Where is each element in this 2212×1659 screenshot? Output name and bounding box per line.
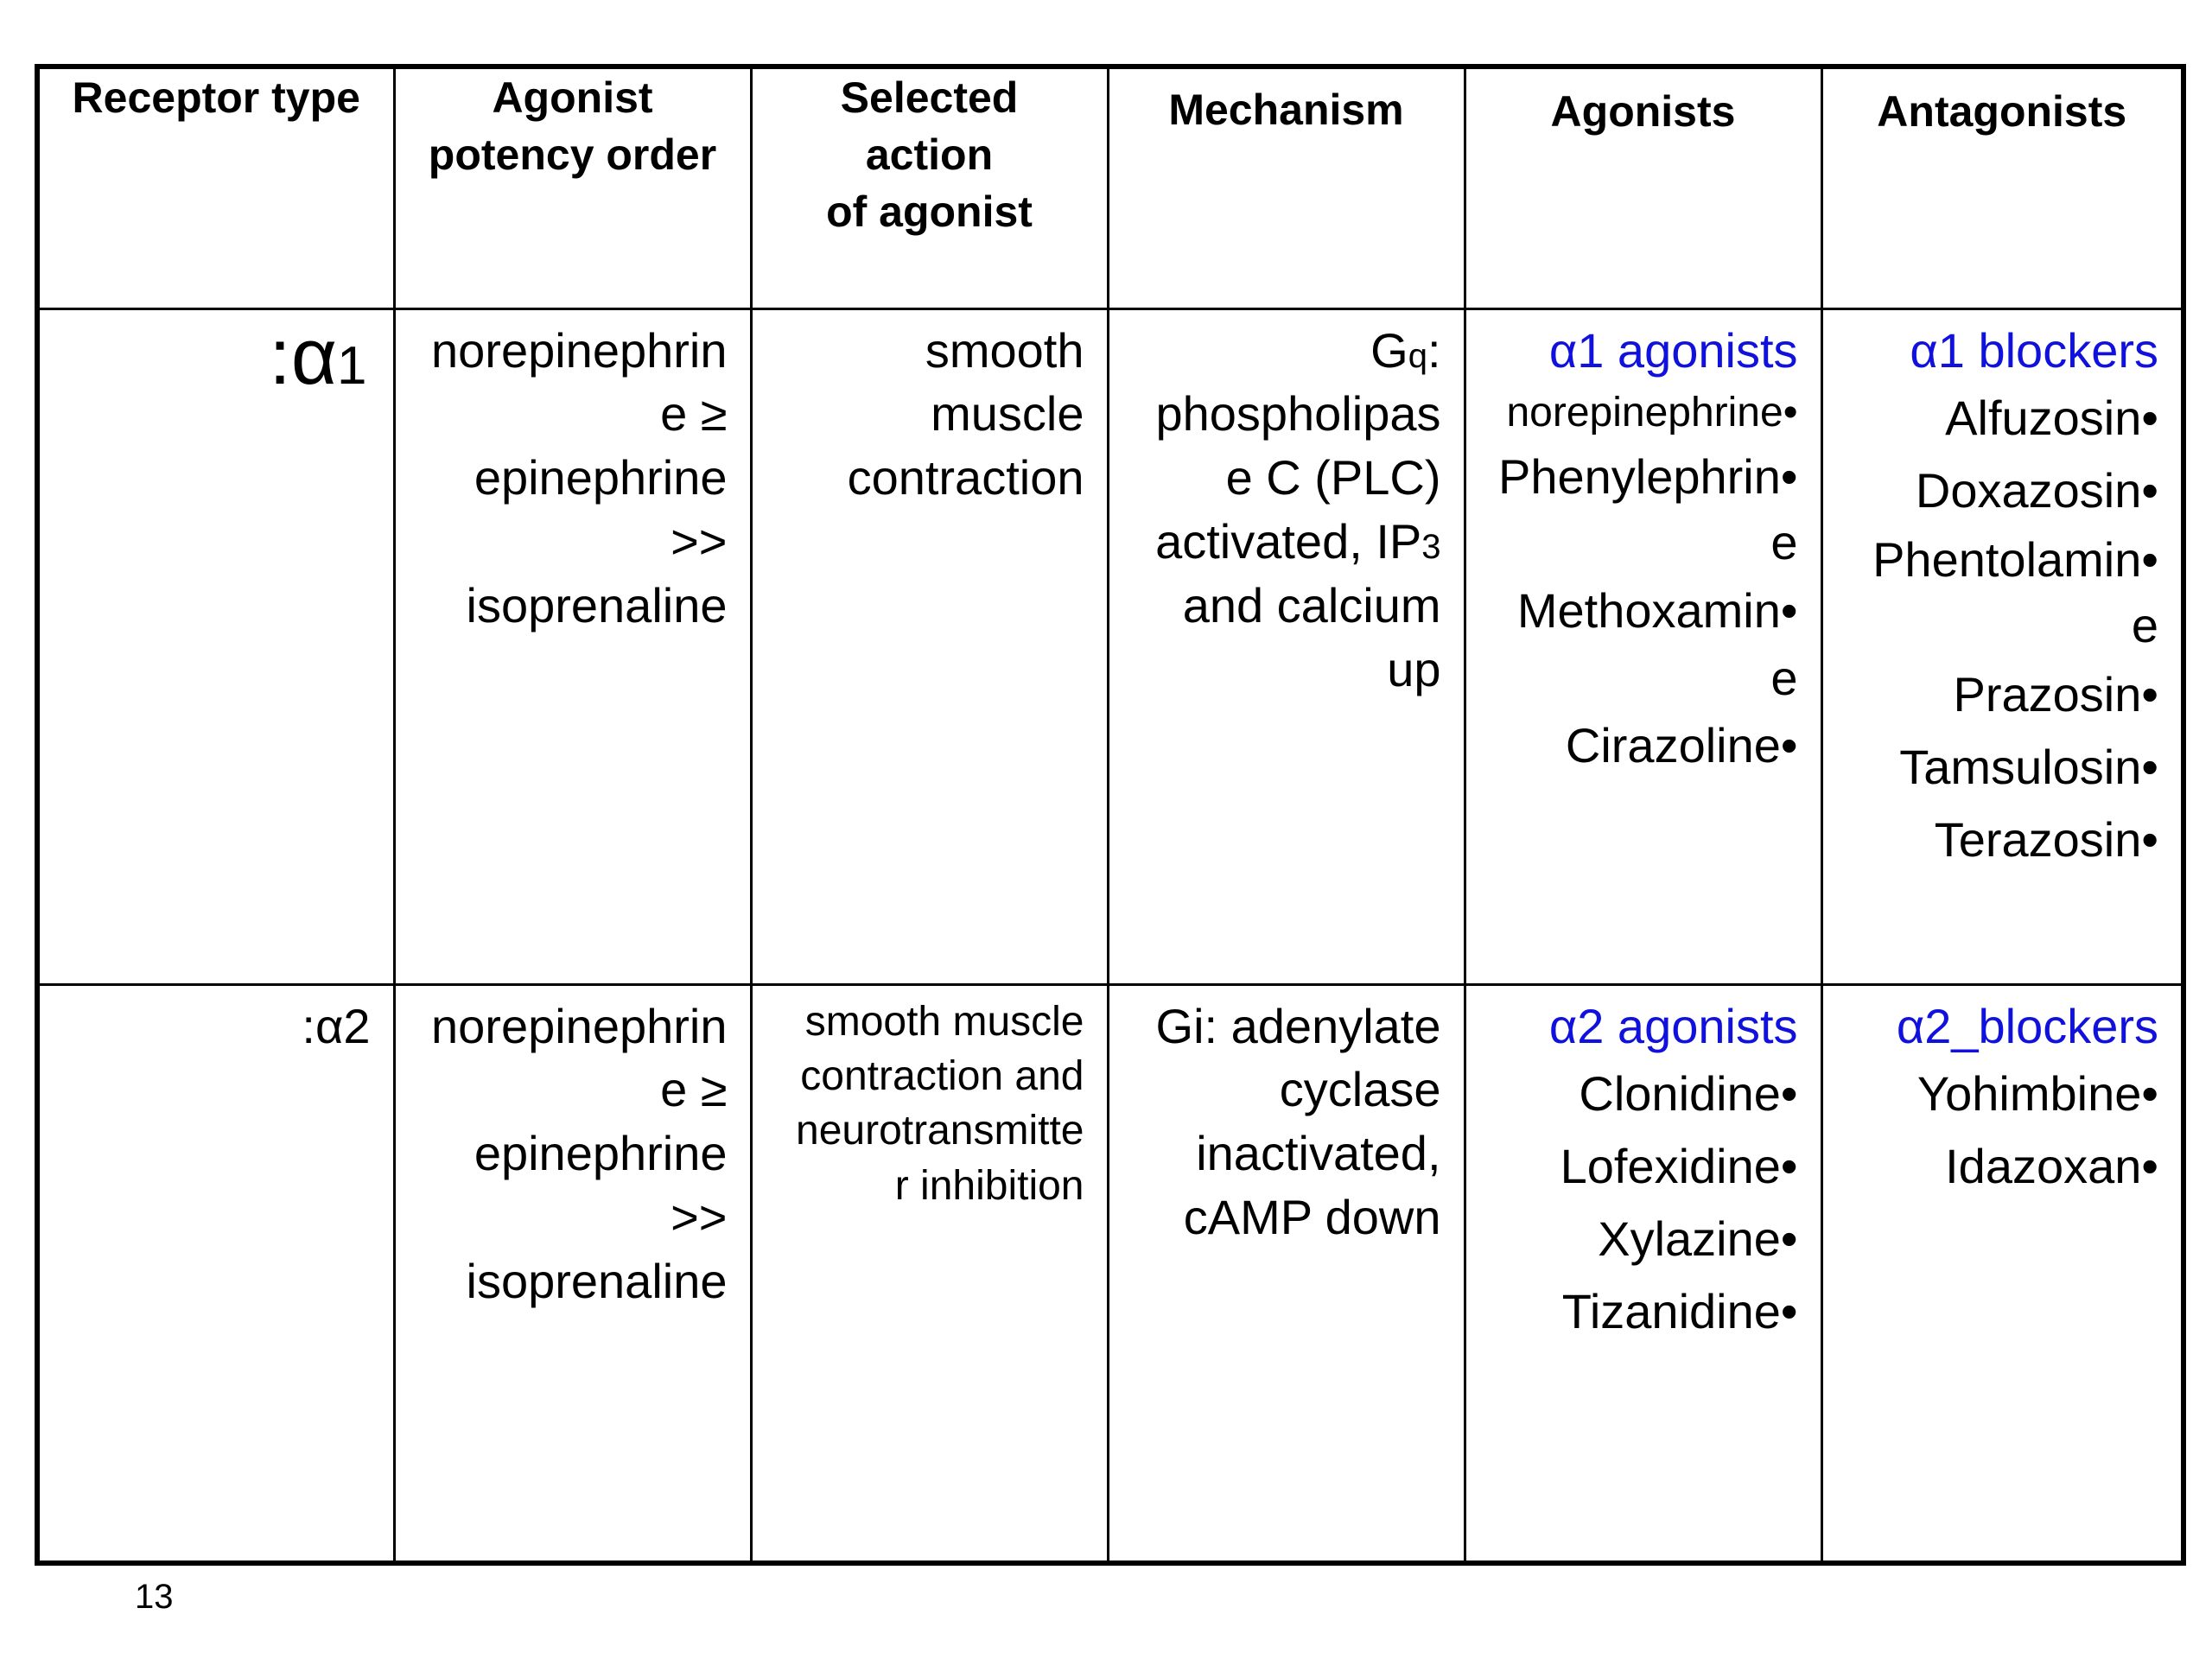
mechanism-line: e C (PLC) xyxy=(1225,450,1441,505)
agonist-item: Phenylephrin• xyxy=(1498,449,1798,505)
action-line: r inhibition xyxy=(894,1162,1084,1209)
potency-line: epinephrine xyxy=(474,450,728,505)
antagonists-cell xyxy=(1821,308,2183,984)
header-agonists: Agonists xyxy=(1465,67,1821,308)
antagonist-item: Tamsulosin• xyxy=(1899,739,2158,794)
header-line: of agonist xyxy=(826,188,1033,236)
header-line: potency order xyxy=(428,130,717,179)
antagonist-item: Prazosin• xyxy=(1953,666,2158,721)
potency-line: e ≥ xyxy=(660,386,728,442)
agonist-item: norepinephrine• xyxy=(1506,390,1798,436)
antagonist-item: Alfuzosin• xyxy=(1945,391,2158,446)
action-line: smooth xyxy=(925,322,1084,378)
agonist-item: e xyxy=(1770,515,1798,569)
receptor-label xyxy=(62,310,367,401)
agonist-item: Methoxamin• xyxy=(1516,582,1798,638)
mechanism-line: cAMP down xyxy=(1183,1190,1441,1245)
agonist-item: Cirazoline• xyxy=(1565,718,1798,773)
g-protein-sub: q xyxy=(1408,336,1427,375)
mechanism-cell xyxy=(1108,308,1465,984)
action-line: muscle xyxy=(931,386,1084,442)
antagonists-title: α1 blockers xyxy=(1910,322,2158,378)
potency-line: >> xyxy=(671,1190,728,1245)
potency-line: norepinephrin xyxy=(431,998,728,1053)
agonist-item: Xylazine• xyxy=(1598,1211,1798,1267)
header-line: Selected xyxy=(840,73,1019,122)
g-protein-colon: : xyxy=(1427,322,1441,378)
mechanism-ip-line xyxy=(1132,510,1441,574)
mechanism-line: inactivated, xyxy=(1196,1126,1441,1181)
receptor-table xyxy=(35,64,2186,1566)
agonist-item: Tizanidine• xyxy=(1561,1284,1798,1339)
antagonist-item: Doxazosin• xyxy=(1915,463,2158,518)
agonists-cell xyxy=(1465,308,1821,984)
antagonist-item: Yohimbine• xyxy=(1916,1066,2158,1122)
header-line: action xyxy=(865,130,994,179)
agonists-title: α2 agonists xyxy=(1548,998,1798,1053)
action-cell xyxy=(751,308,1108,984)
header-selected-action xyxy=(751,67,1108,308)
agonist-item: Lofexidine• xyxy=(1560,1139,1798,1194)
header-line: Agonist xyxy=(492,73,653,122)
agonists-cell xyxy=(1465,984,1821,1563)
header-antagonists: Antagonists xyxy=(1821,67,2183,308)
action-line: neurotransmitte xyxy=(796,1108,1084,1154)
potency-cell xyxy=(394,984,751,1563)
mechanism-line: phospholipas xyxy=(1155,386,1441,442)
agonists-title: α1 agonists xyxy=(1548,322,1798,378)
action-line: contraction and xyxy=(800,1052,1084,1099)
potency-line: isoprenaline xyxy=(466,1254,728,1309)
potency-line: epinephrine xyxy=(474,1126,728,1181)
mechanism-cell xyxy=(1108,984,1465,1563)
potency-line: >> xyxy=(671,514,728,569)
mechanism-g-line xyxy=(1132,319,1441,383)
agonist-item: Clonidine• xyxy=(1579,1066,1798,1122)
potency-line: isoprenaline xyxy=(466,578,728,633)
action-line: contraction xyxy=(847,450,1084,505)
header-row xyxy=(37,67,2183,308)
action-line: smooth muscle xyxy=(804,998,1084,1045)
receptor-symbol: α xyxy=(290,312,338,401)
mechanism-line: up xyxy=(1387,642,1441,697)
mechanism-line: cyclase xyxy=(1279,1062,1441,1117)
header-receptor-type: Receptor type xyxy=(37,67,394,308)
g-protein-main: G xyxy=(1370,322,1408,378)
antagonists-cell xyxy=(1821,984,2183,1563)
potency-cell xyxy=(394,308,751,984)
mechanism-line: Gi: adenylate xyxy=(1155,998,1441,1053)
receptor-cell xyxy=(37,308,394,984)
action-cell xyxy=(751,984,1108,1563)
mechanism-line: and calcium xyxy=(1182,578,1441,633)
table-row-alpha1 xyxy=(37,308,2183,984)
receptor-prefix: : xyxy=(269,312,291,401)
antagonist-item: e xyxy=(2131,598,2158,652)
antagonist-item: Terazosin• xyxy=(1934,811,2158,867)
receptor-label: :α2 xyxy=(302,998,371,1053)
agonist-item: e xyxy=(1770,650,1798,705)
page-number: 13 xyxy=(135,1578,174,1616)
receptor-number: 1 xyxy=(337,335,367,396)
receptor-cell xyxy=(37,984,394,1563)
potency-line: e ≥ xyxy=(660,1062,728,1117)
table-row-alpha2 xyxy=(37,984,2183,1563)
header-mechanism: Mechanism xyxy=(1108,67,1465,308)
header-agonist-potency-order xyxy=(394,67,751,308)
ip-main: activated, IP xyxy=(1155,514,1422,569)
ip-sub: 3 xyxy=(1421,528,1441,567)
antagonist-item: Idazoxan• xyxy=(1945,1139,2158,1194)
antagonists-title: α2_blockers xyxy=(1896,998,2158,1053)
potency-line: norepinephrin xyxy=(431,322,728,378)
antagonist-item: Phentolamin• xyxy=(1872,532,2158,588)
